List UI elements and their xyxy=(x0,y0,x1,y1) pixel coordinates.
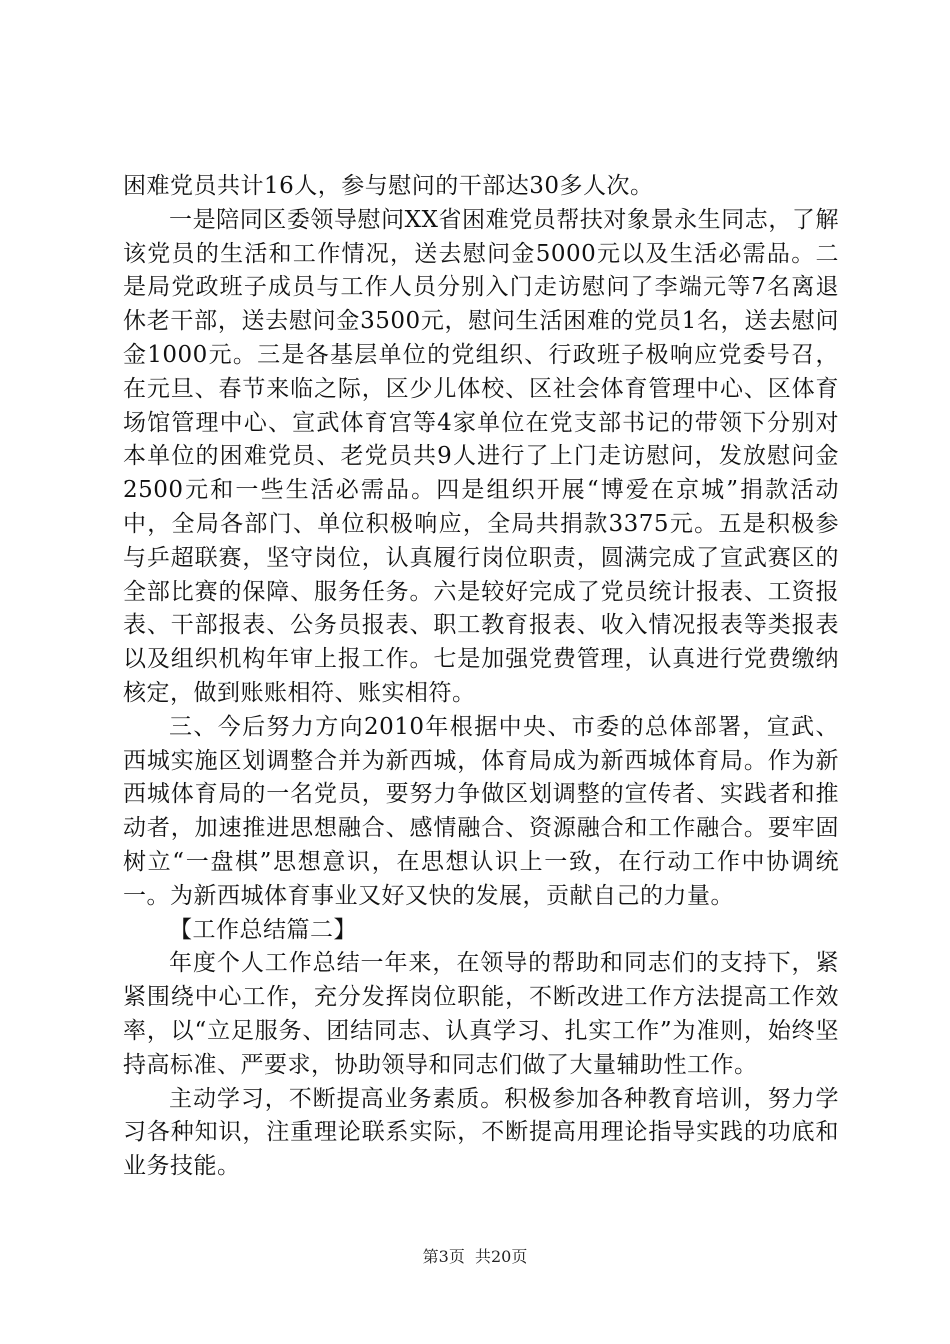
paragraph-p1: 困难党员共计16人，参与慰问的干部达30多人次。 xyxy=(123,173,654,199)
paragraph-p5: 年度个人工作总结一年来，在领导的帮助和同志们的支持下，紧紧围绕中心工作，充分发挥岗位职能，不断改进工作方法提高工作效率，以“立足服务、团结同志、认真学习、扎实工作”为准则，始终坚持高标准、严要求，协助领导和同志们做了大量辅助性工作。 xyxy=(123,950,839,1078)
paragraph-p2: 一是陪同区委领导慰问XX省困难党员帮扶对象景永生同志，了解该党员的生活和工作情况，送去慰问金5000元以及生活必需品。二是局党政班子成员与工作人员分别入门走访慰问了李端元等7名离退休老干部，送去慰问金3500元，慰问生活困难的党员1名，送去慰问金1000元。三是各基层单位的党组织、行政班子极响应党委号召，在元旦、春节来临之际，区少儿体校、区社会体育管理中心、区体育场馆管理中心、宣武体育宫等4家单位在党支部书记的带领下分别对本单位的困难党员、老党员共9人进行了上门走访慰问，发放慰问金2500元和一些生活必需品。四是组织开展“博爱在京城”捐款活动中，全局各部门、单位积极响应，全局共捐款3375元。五是积极参与乒超联赛，坚守岗位，认真履行岗位职责，圆满完成了宣武赛区的全部比赛的保障、服务任务。六是较好完成了党员统计报表、工资报表、干部报表、公务员报表、职工教育报表、收入情况报表等类报表以及组织机构年审上报工作。七是加强党费管理，认真进行党费缴纳核定，做到账账相符、账实相符。 xyxy=(123,206,839,706)
page-number: 第3页 共20页 xyxy=(422,1247,528,1266)
section-heading: 【工作总结篇二】 xyxy=(169,916,357,943)
paragraph-p3: 三、今后努力方向2010年根据中央、市委的总体部署，宣武、西城实施区划调整合并为新西城，体育局成为新西城体育局。作为新西城体育局的一名党员，要努力争做区划调整的宣传者、实践者和推动者，加速推进思想融合、感情融合、资源融合和工作融合。要牢固树立“一盘棋”思想意识，在思想认识上一致，在行动工作中协调统一。为新西城体育事业又好又快的发展，贡献自己的力量。 xyxy=(123,713,839,909)
document-body xyxy=(123,170,839,1184)
page-footer xyxy=(0,1244,950,1267)
paragraph-p6: 主动学习，不断提高业务素质。积极参加各种教育培训，努力学习各种知识，注重理论联系实际，不断提高用理论指导实践的功底和业务技能。 xyxy=(123,1085,839,1180)
